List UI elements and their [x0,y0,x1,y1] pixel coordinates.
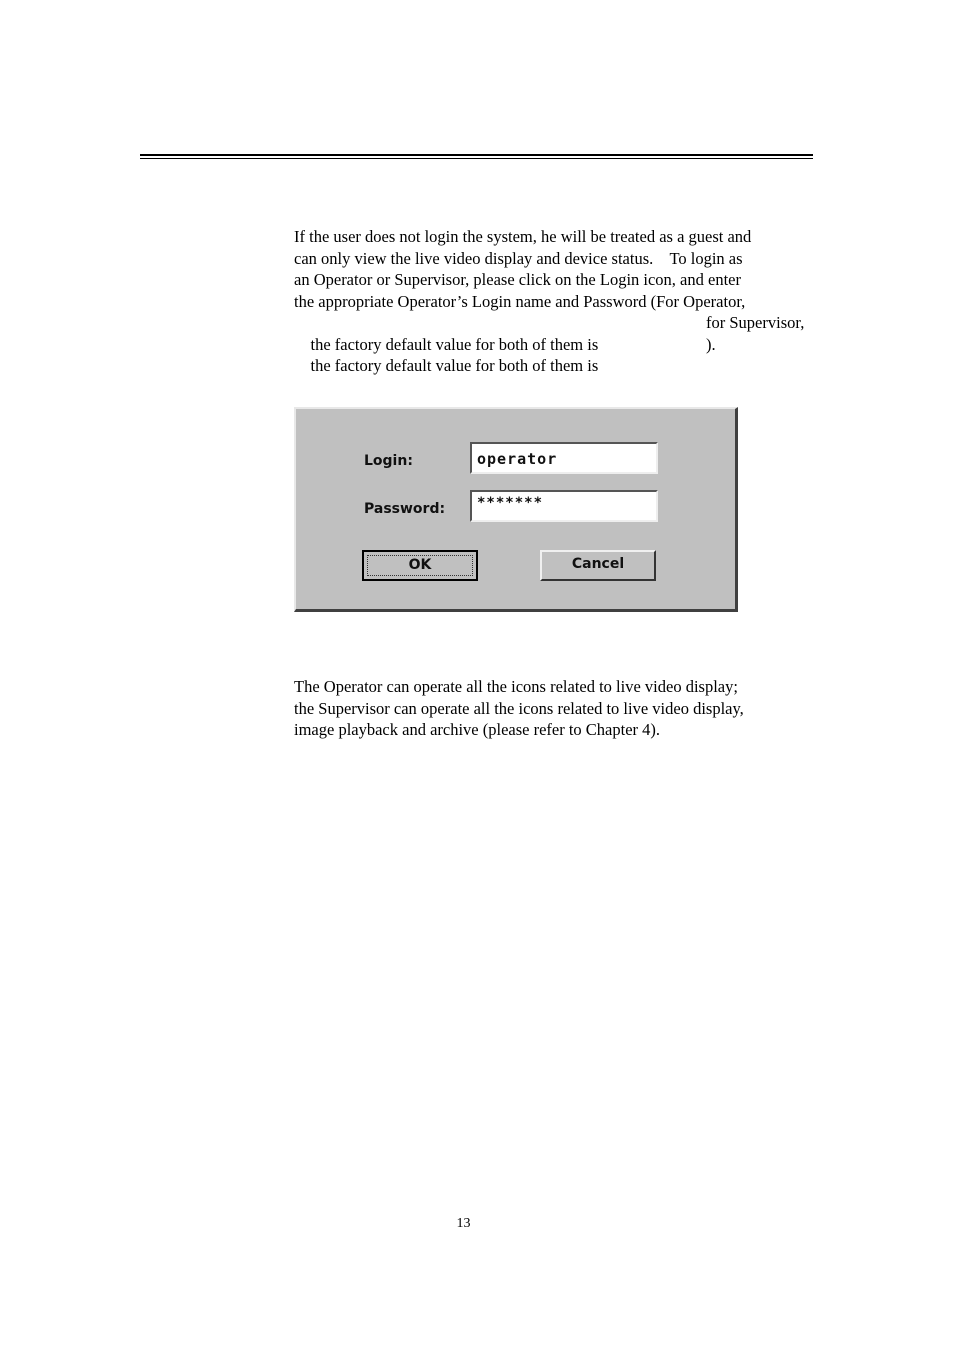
password-input[interactable]: ******* [470,490,658,522]
ok-button[interactable] [362,550,478,581]
login-instructions-paragraph [294,226,834,375]
paragraph-fragment: ). [706,334,716,354]
paragraph-fragment: for Supervisor, [706,313,805,332]
permissions-paragraph [294,676,834,741]
login-label: Login: [364,453,413,469]
paragraph-line: image playback and archive (please refer to Chapter 4). [294,720,661,739]
paragraph-line [294,312,834,354]
page-number: 13 [456,1216,471,1231]
paragraph-line: the appropriate Operator’s Login name and Password (For Operator, [294,291,746,311]
paragraph-line: the Supervisor can operate all the icons related to live video display, [294,698,744,718]
paragraph-fragment: the factory default value for both of them is [310,356,599,375]
paragraph-line: an Operator or Supervisor, please click on the Login icon, and enter [294,270,741,289]
paragraph-fragment: the factory default value for both of them is [310,334,599,354]
paragraph-line: The Operator can operate all the icons related to live video display; [294,677,738,696]
login-dialog [294,407,738,612]
cancel-button[interactable]: Cancel [540,550,656,581]
header-rule-thick [140,154,813,156]
paragraph-line: If the user does not login the system, he will be treated as a guest and [294,227,752,246]
login-input[interactable]: operator [470,442,658,474]
paragraph-line: can only view the live video display and device status. To login as [294,248,743,268]
ok-button-label: OK [367,555,473,576]
password-label: Password: [364,501,446,517]
header-rule-thin [140,158,813,159]
paragraph-line [294,334,834,375]
